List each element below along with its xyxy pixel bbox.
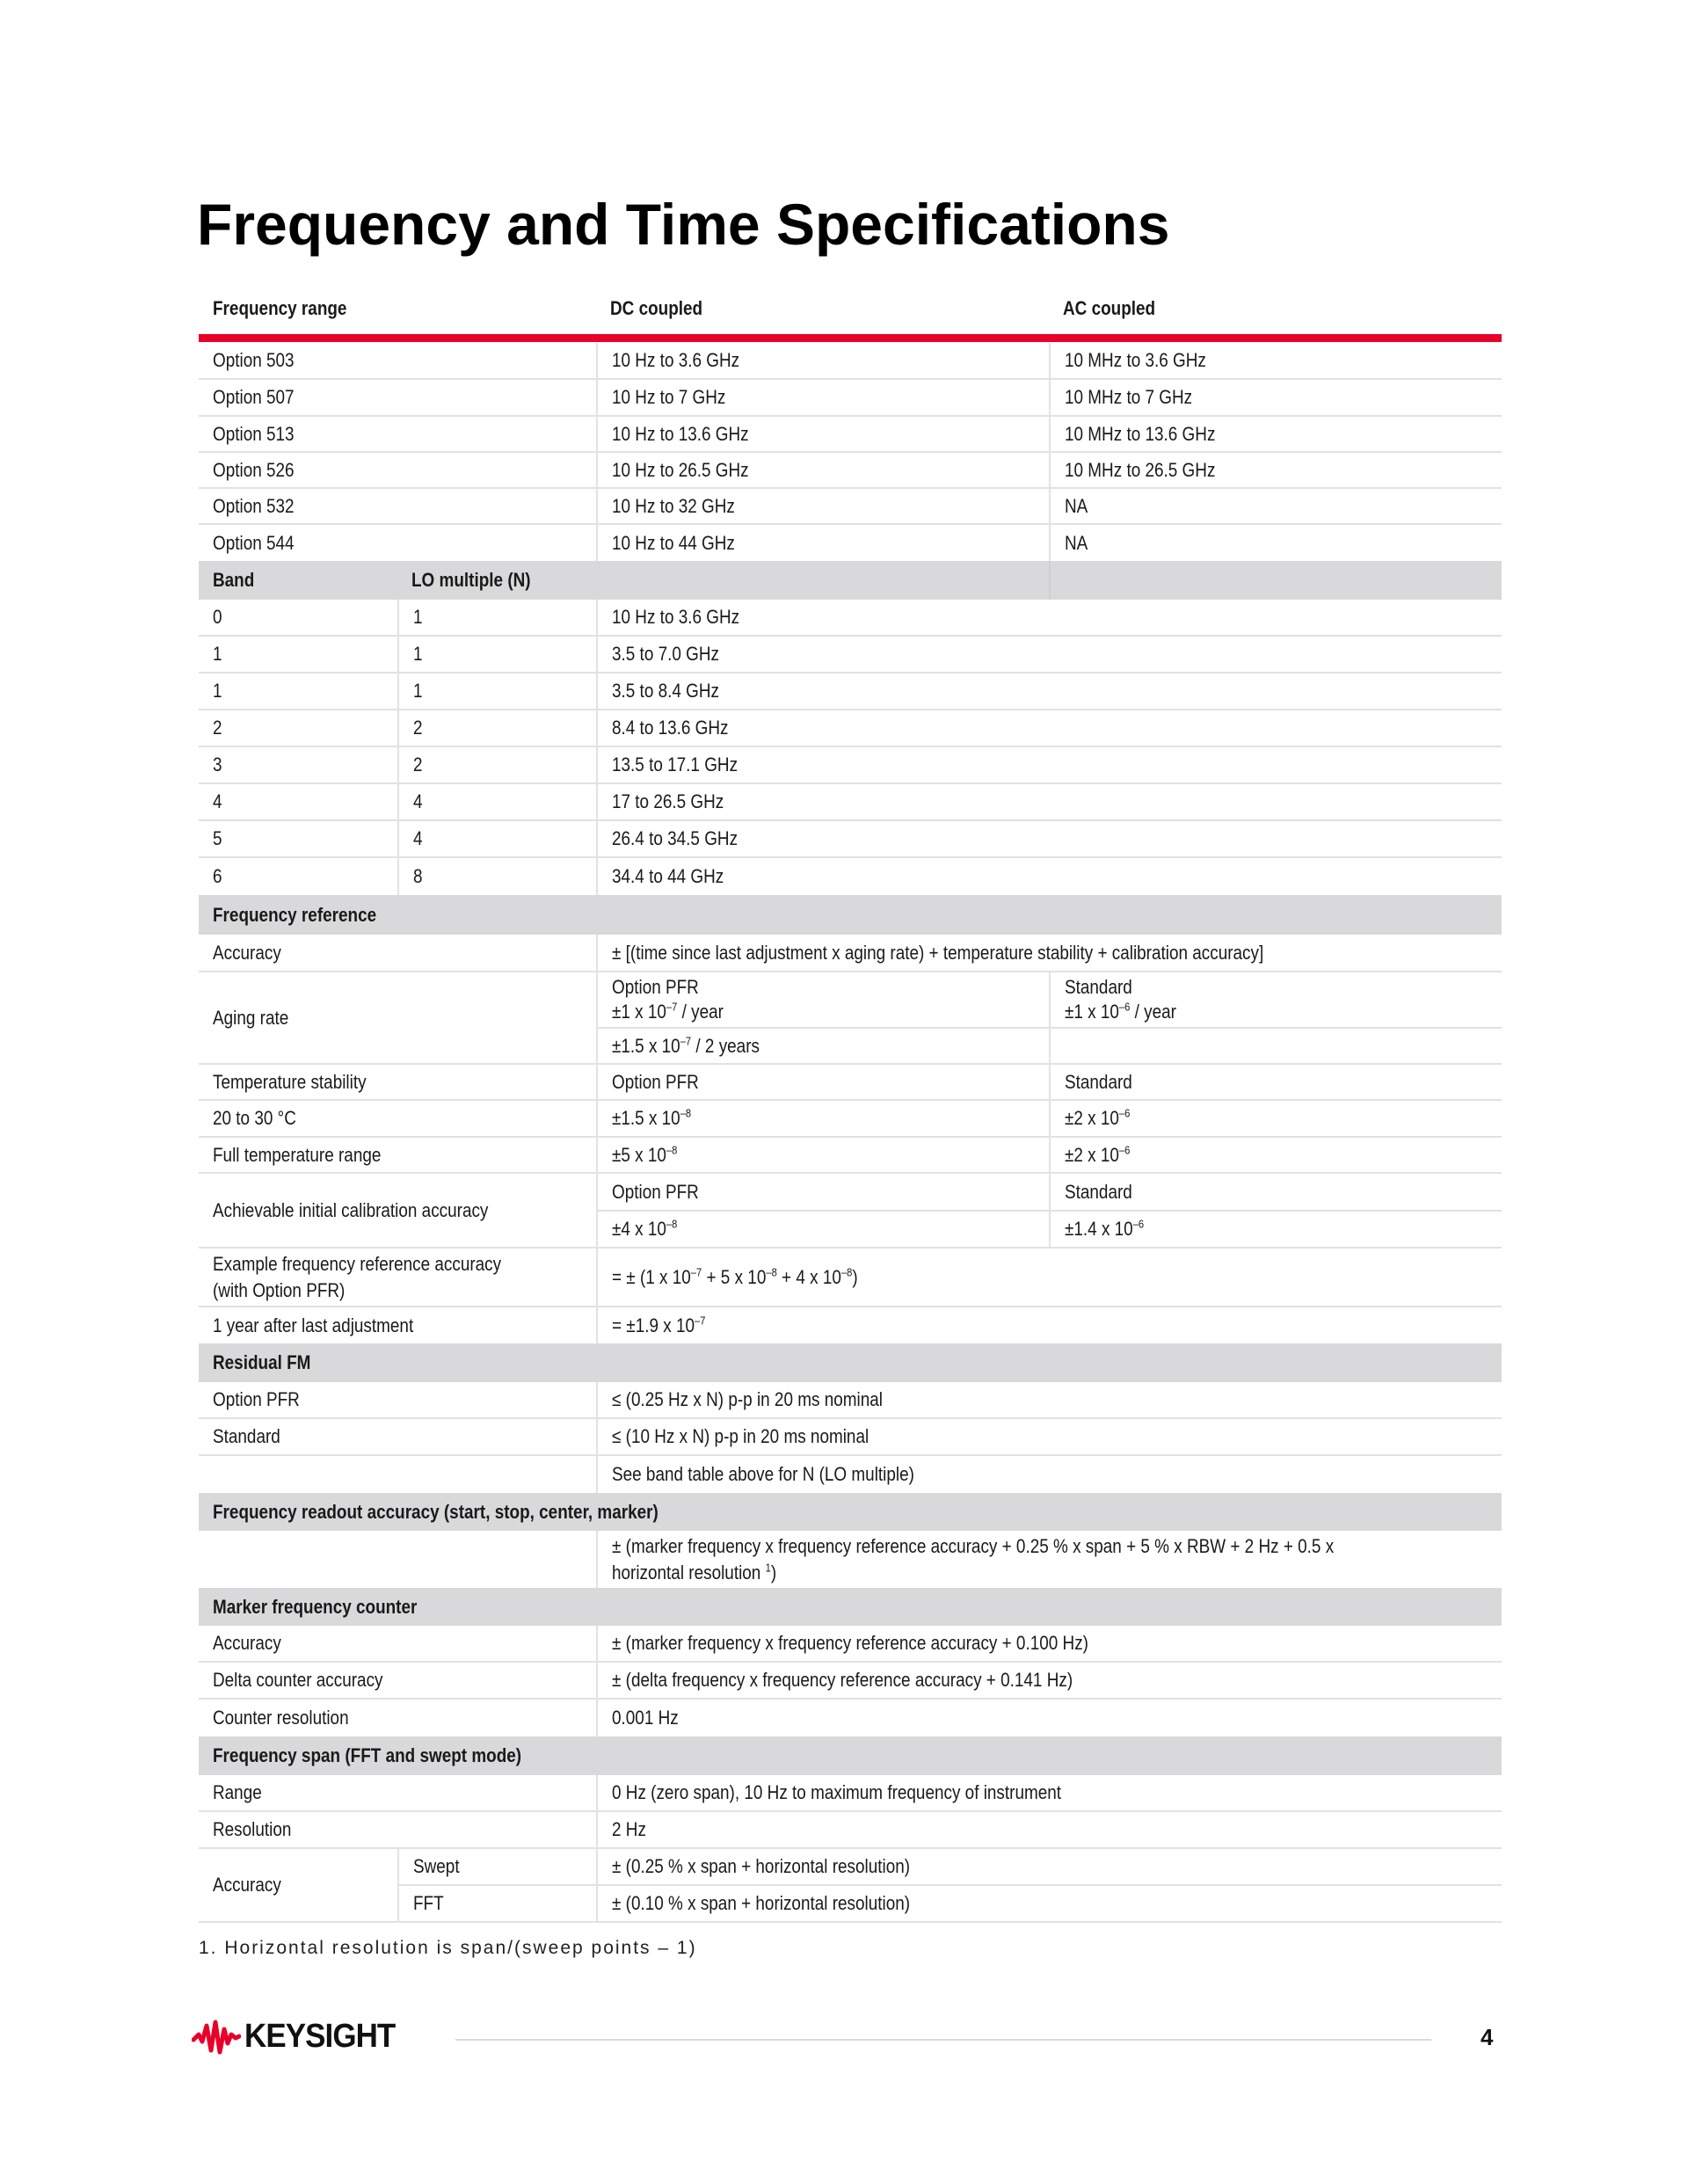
cell-text: / 2 years [691,1034,760,1057]
table-cell [596,1531,1502,1588]
cell-text: 10 Hz to 3.6 GHz [612,349,740,371]
keysight-wave-icon [192,2017,241,2056]
cell-text: ±1.5 x 10 [612,1034,680,1057]
cell-text: ± [(time since last adjustment x aging rate) + temperature stability + calibration accuracy] [612,941,1264,964]
table-row [199,1382,1502,1419]
table-header-row [199,283,1502,334]
cell-text: See band table above for N (LO multiple) [612,1463,914,1485]
brand-name: KEYSIGHT [244,2017,396,2055]
cell-text: –6 [1118,1143,1131,1157]
cell-text: LO multiple (N) [411,569,531,591]
table-cell [199,1456,596,1493]
table-row [199,637,1502,673]
table-cell [596,600,1502,635]
cell-text: / year [677,1001,724,1023]
cell-text: Standard [1065,976,1132,998]
cell-text: 2 [213,717,222,739]
table-cell [199,1736,1502,1775]
table-row [199,1812,1502,1849]
table-cell [596,1174,1049,1212]
table-cell [199,1174,596,1247]
table-cell [596,1456,1502,1493]
section-header-frequency-span [199,1736,1502,1775]
cell-text: ≤ (10 Hz x N) p-p in 20 ms nominal [612,1425,869,1447]
cell-text: ± (0.10 % x span + horizontal resolution) [612,1892,911,1914]
table-cell [1049,453,1502,487]
cell-text: –8 [666,1217,678,1231]
cell-text: Option 503 [213,349,295,371]
table-cell [596,1886,1502,1921]
table-row [199,343,1502,380]
table-cell [596,784,1502,819]
cell-text: 10 Hz to 32 GHz [612,494,735,517]
cell-text: ±4 x 10 [612,1218,666,1240]
cell-text: Band [213,569,255,591]
table-cell [397,858,596,895]
cell-text: Option PFR [213,1388,300,1410]
cell-text: ±1 x 10 [612,1001,666,1023]
cell-text: Option 526 [213,458,295,481]
cell-text: 0 Hz (zero span), 10 Hz to maximum frequency of instrument [612,1781,1062,1803]
table-row-span-accuracy [199,1849,1502,1923]
table-cell [199,821,397,856]
table-row-aging-rate [199,972,1502,1065]
table-cell [199,1382,596,1417]
table-cell [199,1138,596,1172]
table-cell [199,1249,596,1306]
cell-text: –8 [666,1143,678,1157]
table-cell [397,821,596,856]
table-row [199,1419,1502,1456]
footer-divider [455,2039,1431,2041]
cell-text: –7 [680,1034,692,1048]
cell-text: 10 Hz to 44 GHz [612,531,735,554]
cell-text: Option PFR [612,976,699,998]
table-cell [199,637,397,672]
cell-text: Residual FM [213,1351,311,1373]
table-cell [199,600,397,635]
cell-text: 1 year after last adjustment [213,1314,414,1336]
cell-text: –7 [666,1000,678,1014]
table-cell [596,673,1502,709]
cell-text: Standard [213,1425,280,1447]
cell-text: 10 MHz to 7 GHz [1065,386,1193,408]
cell-text: Frequency range [213,297,347,319]
cell-text: 4 [213,790,222,812]
cell-text: 0 [213,606,222,628]
table-row [199,453,1502,489]
cell-text: Option 507 [213,386,295,408]
table-cell [596,1700,1502,1736]
table-cell [596,1775,1502,1810]
table-row [199,1456,1502,1493]
cell-text: Example frequency reference accuracy (with Option PFR) [213,1252,502,1301]
cell-text: + 4 x 10 [776,1265,841,1288]
footnote: 1. Horizontal resolution is span/(sweep points – 1) [199,1938,697,1958]
cell-text: ± (delta frequency x frequency reference accuracy + 0.141 Hz) [612,1669,1073,1691]
section-header-frequency-reference [199,895,1502,935]
table-cell [596,1249,1502,1306]
table-cell [596,453,1049,487]
cell-text: ±1.5 x 10 [612,1107,680,1129]
table-row [199,747,1502,784]
cell-text: 10 Hz to 13.6 GHz [612,422,749,445]
cell-text: 26.4 to 34.5 GHz [612,827,738,849]
table-cell [199,1626,596,1661]
table-cell [199,935,596,971]
table-cell [199,1343,1502,1382]
table-cell [199,1101,596,1136]
table-row [199,784,1502,821]
table-cell [397,784,596,819]
table-cell [1049,417,1502,451]
cell-text: 1 [213,680,222,702]
table-row [199,1775,1502,1812]
cell-text: = ± (1 x 10 [612,1265,691,1288]
cell-text: 20 to 30 °C [213,1107,296,1129]
table-row [199,1531,1502,1588]
cell-text: Delta counter accuracy [213,1669,383,1691]
cell-text: 4 [413,790,423,812]
table-cell [1049,1212,1502,1247]
header-accent-bar [199,334,1502,342]
cell-text: ≤ (0.25 Hz x N) p-p in 20 ms nominal [612,1388,883,1410]
cell-text: Accuracy [213,1632,281,1654]
table-row [199,710,1502,747]
table-row [199,380,1502,417]
cell-text: –6 [1118,1000,1131,1014]
header-ac-coupled [1049,283,1502,334]
table-row [199,935,1502,972]
cell-text: ±5 x 10 [612,1143,666,1166]
table-row [199,600,1502,637]
cell-text: Range [213,1781,262,1803]
cell-text: –7 [690,1265,702,1279]
table-cell [199,1849,397,1921]
table-cell [596,972,1049,1029]
cell-text: ±1.4 x 10 [1065,1218,1133,1240]
cell-text: 10 Hz to 26.5 GHz [612,458,749,481]
cell-text: Accuracy [213,1874,281,1896]
table-cell [596,821,1502,856]
section-header-marker-counter [199,1588,1502,1626]
cell-text: ) [852,1265,858,1288]
section-header-residual-fm [199,1343,1502,1382]
table-cell [596,858,1502,895]
cell-text: Resolution [213,1818,292,1840]
table-row [199,1101,1502,1138]
cell-text: 34.4 to 44 GHz [612,865,724,887]
table-cell [1049,972,1502,1029]
cell-text: –8 [766,1265,777,1279]
table-cell [199,784,397,819]
cell-text: 13.5 to 17.1 GHz [612,753,738,775]
table-cell [1049,380,1502,415]
section-header-band [199,561,1502,600]
table-cell [397,637,596,672]
table-cell [397,747,596,783]
table-cell [596,935,1502,971]
table-cell [596,1419,1502,1454]
table-cell [199,525,596,561]
table-cell [596,1029,1049,1063]
cell-text: 2 [413,717,423,739]
cell-text: ± (marker frequency x frequency reference accuracy + 0.25 % x span + 5 % x RBW + 2 Hz + 0.5 x horizontal resolution [612,1534,1335,1583]
table-cell [596,380,1049,415]
table-cell [199,561,397,600]
table-cell [596,1212,1049,1247]
table-cell [1049,1138,1502,1172]
table-cell [199,1065,596,1099]
table-cell [199,1419,596,1454]
cell-text: Option PFR [612,1070,699,1093]
keysight-logo [192,2017,408,2056]
table-cell [397,600,596,635]
cell-text: 1 [765,1561,771,1575]
table-cell [596,1849,1502,1886]
table-row [199,417,1502,453]
cell-text: Marker frequency counter [213,1595,418,1618]
cell-text: Achievable initial calibration accuracy [213,1198,489,1221]
table-cell [199,453,596,487]
cell-text: Frequency span (FFT and swept mode) [213,1744,522,1766]
page-number: 4 [1481,2024,1494,2050]
table-cell [199,673,397,709]
table-row [199,1626,1502,1663]
table-cell [1049,489,1502,523]
table-cell [199,747,397,783]
table-cell [199,1663,596,1698]
table-cell [1049,1174,1502,1212]
cell-text: 4 [413,827,423,849]
cell-text: –6 [1118,1106,1131,1120]
table-cell [1049,525,1502,561]
table-cell [199,343,596,378]
table-cell [596,1812,1502,1847]
page-title: Frequency and Time Specifications [197,192,1170,257]
cell-text: 1 [413,643,423,665]
table-cell [596,1065,1049,1099]
table-row [199,489,1502,525]
cell-text: ±2 x 10 [1065,1143,1119,1166]
table-cell [199,1493,1502,1531]
cell-text: ) [770,1561,777,1583]
table-cell [596,1382,1502,1417]
table-cell [397,673,596,709]
cell-text: 17 to 26.5 GHz [612,790,724,812]
cell-text: Counter resolution [213,1707,349,1729]
header-frequency-range [199,283,596,334]
cell-text: 10 Hz to 7 GHz [612,386,726,408]
table-cell [199,972,596,1063]
table-cell [1049,1065,1502,1099]
table-cell [199,1812,596,1847]
cell-text: + 5 x 10 [702,1265,767,1288]
cell-text: Full temperature range [213,1143,382,1166]
cell-text: 8.4 to 13.6 GHz [612,717,729,739]
cell-text: –6 [1132,1217,1145,1231]
cell-text: = ±1.9 x 10 [612,1314,695,1336]
table-cell [199,417,596,451]
table-row [199,1663,1502,1700]
table-row [199,1307,1502,1343]
table-cell [1049,1101,1502,1136]
table-cell [596,747,1502,783]
cell-text: 10 MHz to 26.5 GHz [1065,458,1216,481]
cell-text: DC coupled [610,297,703,319]
cell-text: Option PFR [612,1180,699,1203]
cell-text: NA [1065,494,1088,517]
table-cell [199,1775,596,1810]
cell-text: 2 [413,753,423,775]
table-cell [596,1307,1502,1343]
table-cell [199,1700,596,1736]
cell-text: 3.5 to 7.0 GHz [612,643,719,665]
table-cell [199,1588,1502,1626]
cell-text: 1 [413,606,423,628]
cell-text: 5 [213,827,222,849]
table-cell [1049,561,1502,600]
cell-text: NA [1065,531,1088,554]
table-cell [199,489,596,523]
cell-text: –7 [695,1314,706,1328]
cell-text: Standard [1065,1180,1132,1203]
cell-text: Frequency readout accuracy (start, stop, center, marker) [213,1500,658,1523]
table-cell [199,1531,596,1588]
cell-text: Aging rate [213,1006,289,1029]
cell-text: Standard [1065,1070,1132,1093]
cell-text: 10 MHz to 3.6 GHz [1065,349,1206,371]
cell-text: / year [1130,1001,1176,1023]
table-row [199,858,1502,895]
table-cell [199,380,596,415]
cell-text: 1 [213,643,222,665]
cell-text: Temperature stability [213,1070,367,1093]
cell-text: 2 Hz [612,1818,646,1840]
table-cell [199,710,397,746]
table-cell [596,417,1049,451]
cell-text: FFT [413,1892,444,1914]
cell-text: 3.5 to 8.4 GHz [612,680,719,702]
cell-text: ±2 x 10 [1065,1107,1119,1129]
table-cell [199,895,1502,935]
cell-text: 8 [413,865,423,887]
table-cell [199,1307,596,1343]
table-cell [397,561,795,600]
cell-text: 1 [413,680,423,702]
cell-text: –8 [680,1106,692,1120]
cell-text: ± (0.25 % x span + horizontal resolution) [612,1855,911,1877]
table-cell [397,710,596,746]
table-cell [1049,1029,1502,1063]
table-row [199,821,1502,858]
table-cell [397,1849,596,1886]
table-cell [1049,343,1502,378]
table-cell [596,710,1502,746]
table-row [199,1700,1502,1736]
cell-text: 3 [213,753,222,775]
table-row [199,525,1502,561]
table-cell [596,489,1049,523]
table-cell [199,858,397,895]
cell-text: Option 544 [213,531,295,554]
table-row [199,1249,1502,1307]
table-cell [596,525,1049,561]
cell-text: Accuracy [213,941,281,964]
cell-text: –8 [840,1265,853,1279]
table-row [199,673,1502,710]
cell-text: Frequency reference [213,903,377,926]
table-cell [596,343,1049,378]
section-header-frequency-readout [199,1493,1502,1531]
cell-text: 0.001 Hz [612,1707,679,1729]
table-cell [596,1138,1049,1172]
cell-text: ±1 x 10 [1065,1001,1119,1023]
table-cell [596,1626,1502,1661]
table-row [199,1138,1502,1174]
cell-text: 10 Hz to 3.6 GHz [612,606,740,628]
cell-text: AC coupled [1063,297,1156,319]
cell-text: 6 [213,865,222,887]
table-cell [596,1663,1502,1698]
cell-text: Option 513 [213,422,295,445]
table-row [199,1065,1502,1101]
table-cell [596,637,1502,672]
cell-text: 10 MHz to 13.6 GHz [1065,422,1216,445]
table-cell [596,1101,1049,1136]
table-row-calibration-accuracy [199,1174,1502,1249]
table-cell [397,1886,596,1921]
cell-text: Swept [413,1855,460,1877]
cell-text: Option 532 [213,494,295,517]
cell-text: ± (marker frequency x frequency reference accuracy + 0.100 Hz) [612,1632,1088,1654]
